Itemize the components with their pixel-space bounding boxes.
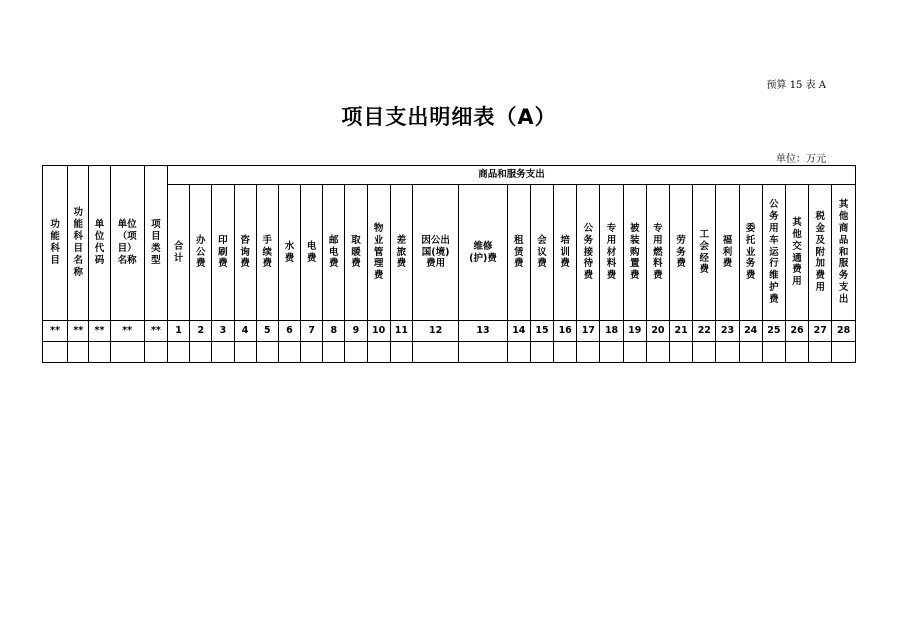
form-code: 预算 15 表 A [766,80,826,91]
expense-col-8-header: 邮电费 [323,185,345,321]
data-cell[interactable] [554,342,577,363]
column-number-2: 2 [190,321,212,342]
data-cell[interactable] [459,342,507,363]
column-number-19: 19 [623,321,646,342]
data-cell[interactable] [623,342,646,363]
column-number-8: 8 [323,321,345,342]
column-number-28: 28 [832,321,856,342]
expense-col-9-header: 取暖费 [345,185,367,321]
data-cell[interactable] [278,342,300,363]
data-cell[interactable] [323,342,345,363]
expense-detail-table [42,165,856,363]
expense-col-10-header: 物业管理费 [367,185,390,321]
id-marker-2: ** [89,321,110,342]
data-cell[interactable] [507,342,530,363]
data-cell[interactable] [646,342,669,363]
expense-col-20-header: 专用燃料费 [646,185,669,321]
column-number-4: 4 [234,321,256,342]
expense-col-24-header: 委托业务费 [739,185,762,321]
data-cell[interactable] [716,342,739,363]
data-cell[interactable] [693,342,716,363]
data-cell[interactable] [190,342,212,363]
id-col-2-header: 单位代码 [89,166,110,321]
column-number-22: 22 [693,321,716,342]
expense-col-11-header: 差旅费 [390,185,412,321]
data-cell[interactable] [256,342,278,363]
column-number-24: 24 [739,321,762,342]
expense-col-14-header: 租赁费 [507,185,530,321]
data-cell[interactable] [144,342,167,363]
expense-col-5-header: 手续费 [256,185,278,321]
column-number-7: 7 [301,321,323,342]
expense-col-18-header: 专用材料费 [600,185,623,321]
data-cell[interactable] [390,342,412,363]
expense-col-7-header: 电费 [301,185,323,321]
data-cell[interactable] [762,342,785,363]
data-cell[interactable] [412,342,458,363]
expense-col-22-header: 工会经费 [693,185,716,321]
expense-col-13-header: 维修(护)费 [459,185,507,321]
data-cell[interactable] [530,342,553,363]
data-cell[interactable] [577,342,600,363]
column-number-16: 16 [554,321,577,342]
column-number-20: 20 [646,321,669,342]
expense-col-17-header: 公务接待费 [577,185,600,321]
id-col-1-header: 功能科目名称 [68,166,89,321]
expense-col-15-header: 会议费 [530,185,553,321]
data-cell[interactable] [739,342,762,363]
column-number-10: 10 [367,321,390,342]
column-number-9: 9 [345,321,367,342]
group-header-goods-services: 商品和服务支出 [168,166,856,185]
data-cell[interactable] [785,342,808,363]
page-title: 项目支出明细表（A） [341,105,557,129]
data-cell[interactable] [301,342,323,363]
column-number-6: 6 [278,321,300,342]
column-number-14: 14 [507,321,530,342]
expense-col-21-header: 劳务费 [670,185,693,321]
column-number-23: 23 [716,321,739,342]
id-marker-1: ** [68,321,89,342]
expense-col-23-header: 福利费 [716,185,739,321]
data-cell[interactable] [212,342,234,363]
expense-col-25-header: 公务用车运行维护费 [762,185,785,321]
data-cell[interactable] [110,342,144,363]
data-cell[interactable] [832,342,856,363]
id-marker-4: ** [144,321,167,342]
table-number-row [43,321,856,342]
column-number-21: 21 [670,321,693,342]
data-cell[interactable] [600,342,623,363]
column-number-15: 15 [530,321,553,342]
column-number-11: 11 [390,321,412,342]
data-cell[interactable] [234,342,256,363]
data-cell[interactable] [670,342,693,363]
expense-col-4-header: 咨询费 [234,185,256,321]
column-number-27: 27 [809,321,832,342]
data-cell[interactable] [68,342,89,363]
expense-col-2-header: 办公费 [190,185,212,321]
expense-col-6-header: 水费 [278,185,300,321]
column-number-13: 13 [459,321,507,342]
column-number-17: 17 [577,321,600,342]
data-cell[interactable] [89,342,110,363]
id-col-3-header: 单位（项目）名称 [110,166,144,321]
id-marker-3: ** [110,321,144,342]
column-number-1: 1 [168,321,190,342]
expense-col-26-header: 其他交通费用 [785,185,808,321]
data-cell[interactable] [809,342,832,363]
column-number-25: 25 [762,321,785,342]
expense-col-19-header: 被装购置费 [623,185,646,321]
expense-col-28-header: 其他商品和服务支出 [832,185,856,321]
column-number-5: 5 [256,321,278,342]
column-number-12: 12 [412,321,458,342]
expense-col-3-header: 印刷费 [212,185,234,321]
expense-col-27-header: 税金及附加费用 [809,185,832,321]
expense-col-16-header: 培训费 [554,185,577,321]
table-data-row-empty [43,342,856,363]
id-col-0-header: 功能科目 [43,166,68,321]
data-cell[interactable] [345,342,367,363]
column-number-18: 18 [600,321,623,342]
data-cell[interactable] [168,342,190,363]
expense-col-1-header: 合计 [168,185,190,321]
id-marker-0: ** [43,321,68,342]
expense-col-12-header: 因公出国(境)费用 [412,185,458,321]
unit-label: 单位：万元 [776,154,826,165]
table-header-row-group [43,166,856,185]
column-number-26: 26 [785,321,808,342]
data-cell[interactable] [367,342,390,363]
data-cell[interactable] [43,342,68,363]
id-col-4-header: 项目类型 [144,166,167,321]
column-number-3: 3 [212,321,234,342]
